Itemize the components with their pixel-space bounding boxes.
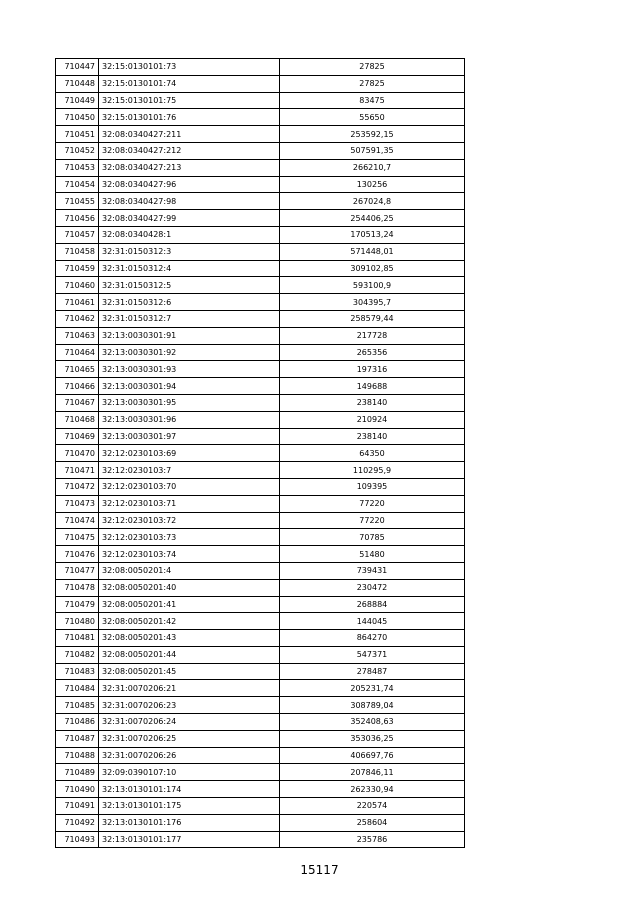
value-cell: 210924 — [280, 411, 465, 428]
cadastral-number-cell: 32:13:0030301:96 — [99, 411, 280, 428]
cadastral-number-cell: 32:15:0130101:73 — [99, 59, 280, 76]
table-row — [56, 798, 465, 815]
table-row — [56, 714, 465, 731]
table-row — [56, 579, 465, 596]
value-cell: 547371 — [280, 646, 465, 663]
row-id-cell: 710488 — [56, 747, 99, 764]
table-row — [56, 529, 465, 546]
row-id-cell: 710491 — [56, 798, 99, 815]
table-row — [56, 75, 465, 92]
cadastral-number-cell: 32:13:0130101:174 — [99, 781, 280, 798]
table-row — [56, 176, 465, 193]
table-row — [56, 781, 465, 798]
value-cell: 110295,9 — [280, 462, 465, 479]
row-id-cell: 710476 — [56, 546, 99, 563]
table-row — [56, 310, 465, 327]
cadastral-number-cell: 32:31:0150312:4 — [99, 260, 280, 277]
value-cell: 70785 — [280, 529, 465, 546]
row-id-cell: 710459 — [56, 260, 99, 277]
cadastral-number-cell: 32:08:0340428:1 — [99, 226, 280, 243]
value-cell: 278487 — [280, 663, 465, 680]
row-id-cell: 710492 — [56, 814, 99, 831]
table-row — [56, 142, 465, 159]
value-cell: 130256 — [280, 176, 465, 193]
cadastral-number-cell: 32:13:0030301:94 — [99, 378, 280, 395]
cadastral-number-cell: 32:08:0050201:40 — [99, 579, 280, 596]
data-table — [55, 58, 465, 848]
table-row — [56, 92, 465, 109]
cadastral-number-cell: 32:13:0030301:92 — [99, 344, 280, 361]
value-cell: 406697,76 — [280, 747, 465, 764]
value-cell: 266210,7 — [280, 159, 465, 176]
row-id-cell: 710482 — [56, 646, 99, 663]
cadastral-number-cell: 32:12:0230103:73 — [99, 529, 280, 546]
cadastral-number-cell: 32:13:0130101:176 — [99, 814, 280, 831]
cadastral-number-cell: 32:15:0130101:74 — [99, 75, 280, 92]
value-cell: 352408,63 — [280, 714, 465, 731]
table-row — [56, 59, 465, 76]
row-id-cell: 710471 — [56, 462, 99, 479]
table-row — [56, 512, 465, 529]
row-id-cell: 710480 — [56, 613, 99, 630]
value-cell: 864270 — [280, 630, 465, 647]
table-row — [56, 764, 465, 781]
value-cell: 268884 — [280, 596, 465, 613]
cadastral-number-cell: 32:31:0070206:23 — [99, 697, 280, 714]
row-id-cell: 710457 — [56, 226, 99, 243]
value-cell: 238140 — [280, 394, 465, 411]
cadastral-number-cell: 32:31:0150312:6 — [99, 294, 280, 311]
row-id-cell: 710472 — [56, 478, 99, 495]
cadastral-number-cell: 32:31:0070206:24 — [99, 714, 280, 731]
row-id-cell: 710451 — [56, 126, 99, 143]
row-id-cell: 710485 — [56, 697, 99, 714]
value-cell: 170513,24 — [280, 226, 465, 243]
value-cell: 258604 — [280, 814, 465, 831]
value-cell: 267024,8 — [280, 193, 465, 210]
value-cell: 265356 — [280, 344, 465, 361]
cadastral-number-cell: 32:31:0070206:21 — [99, 680, 280, 697]
row-id-cell: 710461 — [56, 294, 99, 311]
table-row — [56, 596, 465, 613]
row-id-cell: 710489 — [56, 764, 99, 781]
value-cell: 27825 — [280, 59, 465, 76]
row-id-cell: 710490 — [56, 781, 99, 798]
row-id-cell: 710462 — [56, 310, 99, 327]
cadastral-number-cell: 32:15:0130101:75 — [99, 92, 280, 109]
row-id-cell: 710479 — [56, 596, 99, 613]
value-cell: 217728 — [280, 327, 465, 344]
table-row — [56, 730, 465, 747]
row-id-cell: 710453 — [56, 159, 99, 176]
cadastral-number-cell: 32:13:0130101:175 — [99, 798, 280, 815]
table-row — [56, 109, 465, 126]
cadastral-number-cell: 32:31:0070206:26 — [99, 747, 280, 764]
value-cell: 309102,85 — [280, 260, 465, 277]
cadastral-number-cell: 32:12:0230103:70 — [99, 478, 280, 495]
row-id-cell: 710486 — [56, 714, 99, 731]
table-row — [56, 462, 465, 479]
table-row — [56, 126, 465, 143]
table-row — [56, 646, 465, 663]
row-id-cell: 710450 — [56, 109, 99, 126]
value-cell: 739431 — [280, 562, 465, 579]
value-cell: 55650 — [280, 109, 465, 126]
value-cell: 205231,74 — [280, 680, 465, 697]
cadastral-number-cell: 32:12:0230103:72 — [99, 512, 280, 529]
row-id-cell: 710456 — [56, 210, 99, 227]
cadastral-number-cell: 32:08:0050201:44 — [99, 646, 280, 663]
row-id-cell: 710487 — [56, 730, 99, 747]
table-row — [56, 260, 465, 277]
table-row — [56, 697, 465, 714]
value-cell: 207846,11 — [280, 764, 465, 781]
value-cell: 64350 — [280, 445, 465, 462]
value-cell: 83475 — [280, 92, 465, 109]
table-row — [56, 562, 465, 579]
row-id-cell: 710469 — [56, 428, 99, 445]
cadastral-number-cell: 32:12:0230103:71 — [99, 495, 280, 512]
cadastral-number-cell: 32:15:0130101:76 — [99, 109, 280, 126]
cadastral-number-cell: 32:31:0150312:3 — [99, 243, 280, 260]
row-id-cell: 710455 — [56, 193, 99, 210]
table-row — [56, 378, 465, 395]
row-id-cell: 710483 — [56, 663, 99, 680]
table-row — [56, 294, 465, 311]
table-row — [56, 159, 465, 176]
cadastral-number-cell: 32:31:0070206:25 — [99, 730, 280, 747]
row-id-cell: 710477 — [56, 562, 99, 579]
row-id-cell: 710460 — [56, 277, 99, 294]
row-id-cell: 710467 — [56, 394, 99, 411]
page-number: 15117 — [300, 863, 339, 877]
table-row — [56, 478, 465, 495]
value-cell: 258579,44 — [280, 310, 465, 327]
row-id-cell: 710454 — [56, 176, 99, 193]
row-id-cell: 710493 — [56, 831, 99, 848]
table-row — [56, 831, 465, 848]
row-id-cell: 710463 — [56, 327, 99, 344]
row-id-cell: 710478 — [56, 579, 99, 596]
row-id-cell: 710470 — [56, 445, 99, 462]
cadastral-number-cell: 32:13:0130101:177 — [99, 831, 280, 848]
value-cell: 253592,15 — [280, 126, 465, 143]
cadastral-number-cell: 32:13:0030301:91 — [99, 327, 280, 344]
cadastral-number-cell: 32:12:0230103:74 — [99, 546, 280, 563]
value-cell: 230472 — [280, 579, 465, 596]
table-row — [56, 428, 465, 445]
table-row — [56, 680, 465, 697]
table-row — [56, 193, 465, 210]
value-cell: 507591,35 — [280, 142, 465, 159]
table-row — [56, 495, 465, 512]
row-id-cell: 710452 — [56, 142, 99, 159]
value-cell: 571448,01 — [280, 243, 465, 260]
value-cell: 197316 — [280, 361, 465, 378]
value-cell: 149688 — [280, 378, 465, 395]
row-id-cell: 710449 — [56, 92, 99, 109]
value-cell: 262330,94 — [280, 781, 465, 798]
cadastral-number-cell: 32:08:0050201:43 — [99, 630, 280, 647]
value-cell: 27825 — [280, 75, 465, 92]
row-id-cell: 710481 — [56, 630, 99, 647]
cadastral-number-cell: 32:08:0340427:99 — [99, 210, 280, 227]
cadastral-number-cell: 32:08:0340427:96 — [99, 176, 280, 193]
row-id-cell: 710475 — [56, 529, 99, 546]
row-id-cell: 710473 — [56, 495, 99, 512]
row-id-cell: 710466 — [56, 378, 99, 395]
row-id-cell: 710468 — [56, 411, 99, 428]
cadastral-number-cell: 32:08:0050201:41 — [99, 596, 280, 613]
row-id-cell: 710448 — [56, 75, 99, 92]
table-row — [56, 445, 465, 462]
value-cell: 220574 — [280, 798, 465, 815]
value-cell: 144045 — [280, 613, 465, 630]
cadastral-number-cell: 32:08:0050201:42 — [99, 613, 280, 630]
cadastral-number-cell: 32:13:0030301:97 — [99, 428, 280, 445]
cadastral-number-cell: 32:08:0340427:213 — [99, 159, 280, 176]
table-row — [56, 613, 465, 630]
table-row — [56, 361, 465, 378]
cadastral-number-cell: 32:08:0050201:4 — [99, 562, 280, 579]
table-row — [56, 630, 465, 647]
value-cell: 254406,25 — [280, 210, 465, 227]
value-cell: 353036,25 — [280, 730, 465, 747]
table-row — [56, 210, 465, 227]
value-cell: 304395,7 — [280, 294, 465, 311]
value-cell: 51480 — [280, 546, 465, 563]
cadastral-number-cell: 32:09:0390107:10 — [99, 764, 280, 781]
cadastral-number-cell: 32:13:0030301:95 — [99, 394, 280, 411]
value-cell: 77220 — [280, 495, 465, 512]
row-id-cell: 710464 — [56, 344, 99, 361]
cadastral-number-cell: 32:12:0230103:7 — [99, 462, 280, 479]
table-row — [56, 327, 465, 344]
table-row — [56, 663, 465, 680]
row-id-cell: 710484 — [56, 680, 99, 697]
table-row — [56, 814, 465, 831]
table-row — [56, 277, 465, 294]
value-cell: 593100,9 — [280, 277, 465, 294]
row-id-cell: 710458 — [56, 243, 99, 260]
table-row — [56, 394, 465, 411]
value-cell: 235786 — [280, 831, 465, 848]
table-row — [56, 411, 465, 428]
table-row — [56, 546, 465, 563]
cadastral-number-cell: 32:13:0030301:93 — [99, 361, 280, 378]
cadastral-number-cell: 32:12:0230103:69 — [99, 445, 280, 462]
value-cell: 238140 — [280, 428, 465, 445]
table-row — [56, 243, 465, 260]
table-body — [56, 59, 465, 848]
row-id-cell: 710447 — [56, 59, 99, 76]
cadastral-number-cell: 32:31:0150312:5 — [99, 277, 280, 294]
cadastral-number-cell: 32:08:0340427:211 — [99, 126, 280, 143]
table-row — [56, 226, 465, 243]
cadastral-number-cell: 32:08:0340427:98 — [99, 193, 280, 210]
cadastral-number-cell: 32:31:0150312:7 — [99, 310, 280, 327]
table-row — [56, 747, 465, 764]
row-id-cell: 710474 — [56, 512, 99, 529]
value-cell: 308789,04 — [280, 697, 465, 714]
cadastral-number-cell: 32:08:0050201:45 — [99, 663, 280, 680]
row-id-cell: 710465 — [56, 361, 99, 378]
value-cell: 77220 — [280, 512, 465, 529]
cadastral-number-cell: 32:08:0340427:212 — [99, 142, 280, 159]
value-cell: 109395 — [280, 478, 465, 495]
table-row — [56, 344, 465, 361]
